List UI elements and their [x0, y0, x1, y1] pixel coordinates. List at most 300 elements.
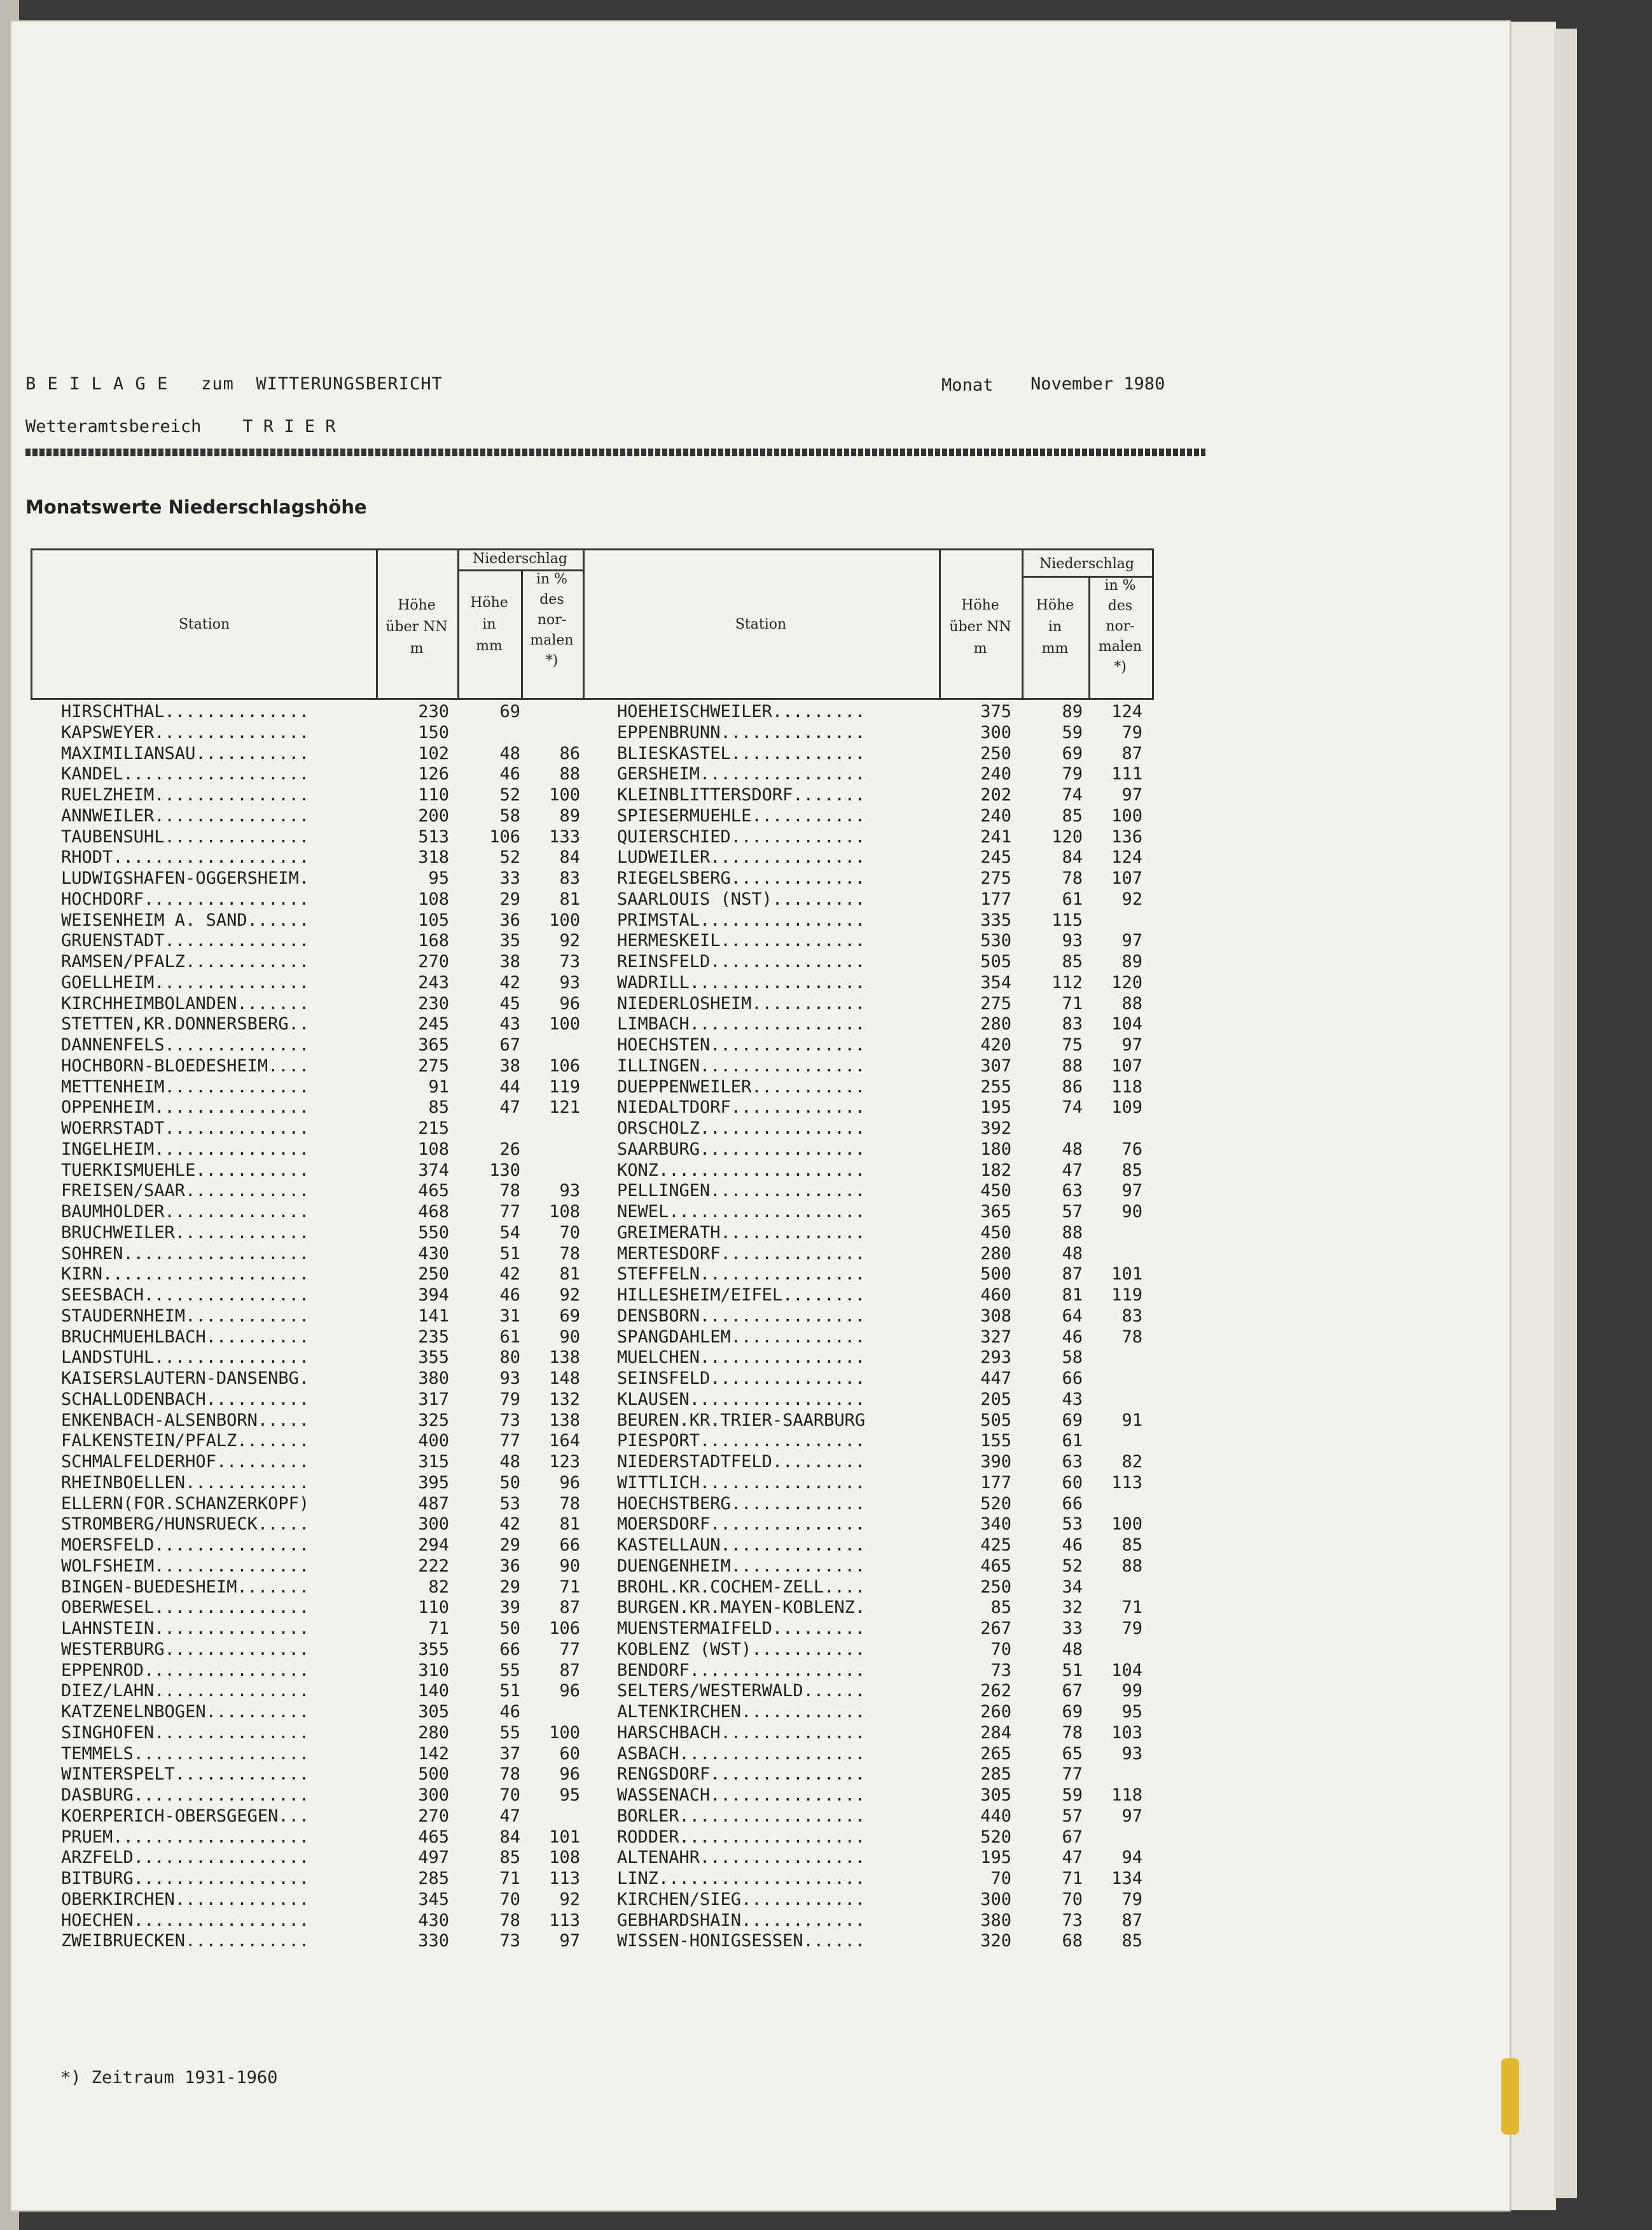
niederschlag-mm: 38	[499, 952, 520, 972]
niederschlag-mm: 58	[1062, 1348, 1083, 1368]
niederschlag-mm: 71	[1062, 993, 1083, 1014]
hoehe-nn: 108	[418, 889, 449, 909]
hoehe-nn: 70	[990, 1639, 1011, 1659]
hoehe-nn: 520	[980, 1493, 1011, 1514]
niederschlag-mm: 87	[1062, 1264, 1083, 1285]
hoehe-nn: 245	[980, 847, 1011, 868]
hoehe-nn: 91	[428, 1077, 449, 1097]
hoehe-nn: 73	[990, 1660, 1011, 1680]
station-name: EPPENROD................	[61, 1660, 310, 1680]
niederschlag-mm: 48	[1062, 1139, 1083, 1159]
niederschlag-mm: 36	[499, 1556, 520, 1576]
niederschlag-header-right: Niederschlag	[1039, 556, 1134, 572]
hoehe-nn: 240	[980, 805, 1011, 826]
hoehe-nn: 255	[980, 1077, 1011, 1097]
niederschlag-pct: 76	[1121, 1139, 1142, 1159]
niederschlag-mm: 71	[1062, 1869, 1083, 1888]
station-name: STETTEN,KR.DONNERSBERG..	[61, 1014, 310, 1035]
niederschlag-mm: 44	[499, 1077, 520, 1097]
table-row	[617, 785, 1151, 806]
niederschlag-pct: 97	[1121, 931, 1142, 951]
hoehe-nn: 390	[980, 1452, 1011, 1472]
station-name: WITTLICH................	[617, 1472, 866, 1493]
station-name: WOLFSHEIM...............	[61, 1556, 310, 1576]
station-name: GEBHARDSHAIN............	[617, 1910, 866, 1930]
station-name: WESTERBURG..............	[61, 1639, 310, 1659]
station-name: BURGEN.KR.MAYEN-KOBLENZ.	[617, 1598, 866, 1618]
niederschlag-pct: 97	[1121, 785, 1142, 805]
niederschlag-pct: 79	[1121, 722, 1142, 742]
niederschlag-mm: 33	[1062, 1619, 1083, 1638]
niederschlag-pct: 119	[1111, 1285, 1142, 1305]
hoehe-nn: 327	[980, 1327, 1011, 1347]
hoehe-nn: 300	[418, 1785, 449, 1805]
station-name: OBERKIRCHEN.............	[61, 1889, 310, 1909]
niederschlag-pct: 66	[559, 1535, 580, 1555]
table-row	[617, 702, 1151, 723]
table-row	[617, 1661, 1151, 1682]
station-name: RIEGELSBERG.............	[617, 868, 866, 888]
hoehe-nn: 440	[980, 1806, 1011, 1826]
station-name: GOELLHEIM...............	[61, 972, 310, 993]
table-row	[617, 1806, 1151, 1827]
station-name: EPPENBRUNN..............	[617, 722, 866, 742]
niederschlag-mm: 78	[499, 1910, 520, 1930]
hoehe-nn: 168	[418, 931, 449, 951]
niederschlag-pct: 104	[1111, 1014, 1142, 1035]
niederschlag-mm: 69	[1062, 1702, 1083, 1722]
niederschlag-mm: 120	[1052, 826, 1083, 847]
niederschlag-pct: 96	[559, 1472, 580, 1493]
niederschlag-pct: 132	[549, 1389, 580, 1409]
niederschlag-pct: 70	[559, 1222, 580, 1243]
table-row	[617, 1764, 1151, 1785]
station-name: WOERRSTADT..............	[61, 1118, 310, 1138]
station-name: ORSCHOLZ................	[617, 1118, 866, 1138]
station-name: OPPENHEIM...............	[61, 1098, 310, 1118]
niederschlag-mm: 68	[1062, 1931, 1083, 1951]
hoehe-nn: 505	[980, 1410, 1011, 1430]
hoehe-nn: 354	[980, 972, 1011, 993]
hoehe-nn: 425	[980, 1535, 1011, 1555]
station-name: KIRCHEN/SIEG............	[617, 1889, 866, 1909]
niederschlag-mm: 52	[499, 785, 520, 805]
table-row	[617, 723, 1151, 744]
station-name: HOECHEN.................	[61, 1910, 310, 1930]
niederschlag-pct: 92	[559, 931, 580, 951]
hoehe-nn: 150	[418, 722, 449, 742]
hoehe-nn: 497	[418, 1848, 449, 1868]
niederschlag-pct: 85	[1121, 1931, 1142, 1951]
table-row	[61, 1744, 595, 1765]
beilage-title: B E I L A G E zum WITTERUNGSBERICHT	[25, 374, 443, 394]
hoehe-nn: 300	[980, 1889, 1011, 1909]
hoehe-nn: 275	[980, 868, 1011, 888]
table-row	[617, 1681, 1151, 1702]
hoehe-nn: 102	[418, 743, 449, 763]
table-row	[61, 744, 595, 765]
niederschlag-pct: 87	[1121, 1910, 1142, 1930]
niederschlag-mm: 59	[1062, 722, 1083, 742]
station-name: NIEDERSTADTFELD.........	[617, 1452, 866, 1472]
niederschlag-pct: 96	[559, 993, 580, 1014]
station-name: DUENGENHEIM.............	[617, 1556, 866, 1576]
table-row	[617, 1931, 1151, 1952]
niederschlag-mm: 52	[1062, 1556, 1083, 1576]
niederschlag-mm: 47	[1062, 1848, 1083, 1868]
niederschlag-pct: 121	[549, 1098, 580, 1118]
hoehe-nn: 110	[418, 1598, 449, 1618]
niederschlag-pct: 71	[559, 1577, 580, 1597]
station-name: OBERWESEL...............	[61, 1598, 310, 1618]
table-row	[61, 1931, 595, 1952]
hoehe-nn: 95	[428, 868, 449, 888]
hoehe-nn: 355	[418, 1348, 449, 1368]
niederschlag-mm: 46	[499, 764, 520, 784]
niederschlag-pct: 107	[1111, 1056, 1142, 1076]
hoehe-nn: 126	[418, 764, 449, 784]
niederschlag-mm: 38	[499, 1056, 520, 1076]
table-row	[61, 1869, 595, 1890]
table-row	[617, 1827, 1151, 1848]
niederschlag-mm: 47	[1062, 1160, 1083, 1180]
niederschlag-mm: 79	[499, 1389, 520, 1409]
hoehe-nn: 465	[418, 1827, 449, 1847]
station-name: LIMBACH.................	[617, 1014, 866, 1035]
niederschlag-pct: 95	[1121, 1702, 1142, 1722]
niederschlag-pct: 97	[1121, 1035, 1142, 1055]
station-name: KOBLENZ (WST)...........	[617, 1639, 866, 1659]
niederschlag-mm: 69	[1062, 743, 1083, 763]
niederschlag-mm: 78	[1062, 1722, 1083, 1743]
niederschlag-pct: 99	[1121, 1681, 1142, 1701]
station-name: PRUEM...................	[61, 1827, 310, 1847]
niederschlag-mm: 58	[499, 805, 520, 826]
table-row	[617, 764, 1151, 785]
niederschlag-pct: 138	[549, 1348, 580, 1368]
table-row	[617, 1390, 1151, 1411]
niederschlag-mm: 59	[1062, 1785, 1083, 1805]
niederschlag-pct: 100	[549, 1722, 580, 1743]
hoehe-nn: 465	[418, 1181, 449, 1201]
station-name: GRUENSTADT..............	[61, 931, 310, 951]
hoehe-nn: 308	[980, 1306, 1011, 1326]
hoehe-nn: 243	[418, 972, 449, 993]
niederschlag-pct: 88	[1121, 993, 1142, 1014]
niederschlag-mm: 46	[1062, 1535, 1083, 1555]
station-name: SINGHOFEN...............	[61, 1722, 310, 1743]
niederschlag-pct: 79	[1121, 1889, 1142, 1909]
table-row	[617, 1598, 1151, 1619]
table-row	[617, 806, 1151, 827]
hoehe-nn-header-right: Höhe über NN m	[949, 597, 1011, 657]
niederschlag-pct: 124	[1111, 847, 1142, 868]
niederschlag-pct: 69	[559, 1306, 580, 1326]
table-row	[61, 1431, 595, 1452]
wetteramtsbereich: Wetteramtsbereich T R I E R	[25, 417, 336, 436]
niederschlag-mm: 55	[499, 1660, 520, 1680]
niederschlag-mm: 80	[499, 1348, 520, 1368]
table-row	[61, 1848, 595, 1869]
hoehe-nn: 447	[980, 1369, 1011, 1388]
hoehe-nn: 380	[418, 1369, 449, 1388]
table-row	[61, 1056, 595, 1077]
niederschlag-mm: 26	[499, 1139, 520, 1159]
table-row	[617, 1431, 1151, 1452]
niederschlag-mm: 84	[1062, 847, 1083, 868]
index-tab[interactable]	[1501, 2058, 1519, 2135]
station-name: BENDORF.................	[617, 1660, 866, 1680]
hoehe-nn: 105	[418, 910, 449, 930]
hoehe-nn: 275	[418, 1056, 449, 1076]
table-row	[617, 1577, 1151, 1598]
table-row	[61, 1661, 595, 1682]
table-row	[617, 1723, 1151, 1744]
table-row	[61, 1348, 595, 1369]
niederschlag-mm: 61	[1062, 1431, 1083, 1451]
niederschlag-pct: 81	[559, 1264, 580, 1285]
hoehe-nn: 513	[418, 826, 449, 847]
table-row	[61, 931, 595, 952]
table-row	[61, 1640, 595, 1661]
hoehe-nn: 85	[990, 1598, 1011, 1618]
niederschlag-mm: 85	[1062, 952, 1083, 972]
table-row	[61, 1577, 595, 1598]
table-row	[61, 1181, 595, 1202]
niederschlag-pct: 93	[559, 1181, 580, 1201]
table-row	[61, 1911, 595, 1932]
niederschlag-mm: 77	[499, 1431, 520, 1451]
hoehe-nn: 315	[418, 1452, 449, 1472]
table-row	[617, 1264, 1151, 1285]
table-row	[617, 827, 1151, 848]
hoehe-nn: 460	[980, 1285, 1011, 1305]
niederschlag-mm: 61	[499, 1327, 520, 1347]
niederschlag-mm: 50	[499, 1472, 520, 1493]
niederschlag-pct: 138	[549, 1410, 580, 1430]
hoehe-nn: 70	[990, 1869, 1011, 1888]
station-name: LUDWEILER...............	[617, 847, 866, 868]
station-name: STEFFELN................	[617, 1264, 866, 1285]
table-row	[61, 1118, 595, 1139]
niederschlag-mm: 67	[1062, 1681, 1083, 1701]
table-row	[617, 1619, 1151, 1640]
station-name: KASTELLAUN..............	[617, 1535, 866, 1555]
niederschlag-pct: 88	[559, 764, 580, 784]
niederschlag-pct: 92	[1121, 889, 1142, 909]
niederschlag-pct: 106	[549, 1619, 580, 1638]
station-name: DANNENFELS..............	[61, 1035, 310, 1055]
table-row	[61, 1598, 595, 1619]
table-row	[61, 994, 595, 1015]
niederschlag-pct: 84	[559, 847, 580, 868]
station-name: HOCHBORN-BLOEDESHEIM....	[61, 1056, 310, 1076]
niederschlag-pct: 95	[559, 1785, 580, 1805]
hoehe-nn: 155	[980, 1431, 1011, 1451]
hoehe-nn: 345	[418, 1889, 449, 1909]
hoehe-nn: 310	[418, 1660, 449, 1680]
station-name: ALTENKIRCHEN............	[617, 1702, 866, 1722]
hoehe-nn: 230	[418, 702, 449, 721]
table-row	[617, 847, 1151, 868]
hoehe-nn: 250	[418, 1264, 449, 1285]
table-row	[617, 1014, 1151, 1035]
niederschlag-mm: 65	[1062, 1743, 1083, 1764]
station-name: BEUREN.KR.TRIER-SAARBURG	[617, 1410, 866, 1430]
hoehe-nn: 82	[428, 1577, 449, 1597]
station-name: RENGSDORF...............	[617, 1764, 866, 1785]
niederschlag-pct: 81	[559, 889, 580, 909]
niederschlag-mm: 42	[499, 972, 520, 993]
station-name: TAUBENSUHL..............	[61, 826, 310, 847]
hoehe-nn: 320	[980, 1931, 1011, 1951]
niederschlag-mm: 67	[1062, 1827, 1083, 1847]
table-row	[61, 1785, 595, 1806]
hoehe-nn: 420	[980, 1035, 1011, 1055]
hoehe-nn: 395	[418, 1472, 449, 1493]
hoehe-nn: 335	[980, 910, 1011, 930]
niederschlag-pct: 100	[1111, 805, 1142, 826]
hoehe-nn: 400	[418, 1431, 449, 1451]
station-name: KLAUSEN.................	[617, 1389, 866, 1409]
station-name: INGELHEIM...............	[61, 1139, 310, 1159]
station-name: SCHALLODENBACH..........	[61, 1389, 310, 1409]
niederschlag-pct: 96	[559, 1764, 580, 1785]
station-name: BLIESKASTEL.............	[617, 743, 866, 763]
hoehe-nn: 141	[418, 1306, 449, 1326]
station-name: WASSENACH...............	[617, 1785, 866, 1805]
hoehe-nn: 241	[980, 826, 1011, 847]
table-row	[617, 1514, 1151, 1535]
niederschlag-pct: 79	[1121, 1619, 1142, 1638]
table-row	[617, 1181, 1151, 1202]
hoehe-nn: 500	[418, 1764, 449, 1785]
niederschlag-pct: 90	[1121, 1202, 1142, 1222]
table-row	[61, 785, 595, 806]
hoehe-nn: 330	[418, 1931, 449, 1951]
station-name: KIRN....................	[61, 1264, 310, 1285]
niederschlag-pct: 111	[1111, 764, 1142, 784]
table-row	[61, 1806, 595, 1827]
niederschlag-mm: 85	[1062, 805, 1083, 826]
niederschlag-mm: 84	[499, 1827, 520, 1847]
niederschlag-mm: 46	[499, 1285, 520, 1305]
table-row	[61, 1202, 595, 1223]
station-name: HOEHEISCHWEILER.........	[617, 702, 866, 721]
station-name: PELLINGEN...............	[617, 1181, 866, 1201]
table-row	[617, 1535, 1151, 1556]
niederschlag-mm: 46	[1062, 1327, 1083, 1347]
table-row	[617, 1785, 1151, 1806]
station-name: LAHNSTEIN...............	[61, 1619, 310, 1638]
hoehe-nn: 280	[980, 1014, 1011, 1035]
pct-normal-header-left: in % des nor- malen *)	[530, 571, 574, 669]
hoehe-nn: 285	[980, 1764, 1011, 1785]
hoehe-nn: 394	[418, 1285, 449, 1305]
station-name: NIEDALTDORF.............	[617, 1098, 866, 1118]
niederschlag-pct: 92	[559, 1889, 580, 1909]
hoehe-nn: 300	[980, 722, 1011, 742]
table-row	[617, 931, 1151, 952]
table-row	[617, 1327, 1151, 1348]
station-name: BORLER..................	[617, 1806, 866, 1826]
table-row	[617, 1744, 1151, 1765]
table-row	[61, 1390, 595, 1411]
section-title: Monatswerte Niederschlagshöhe	[25, 496, 367, 518]
station-name: SELTERS/WESTERWALD......	[617, 1681, 866, 1701]
niederschlag-mm: 73	[499, 1410, 520, 1430]
hoehe-nn: 200	[418, 805, 449, 826]
hoehe-nn: 450	[980, 1222, 1011, 1243]
table-row	[617, 952, 1151, 973]
table-row	[61, 1244, 595, 1265]
niederschlag-mm: 29	[499, 1577, 520, 1597]
station-name: RODDER..................	[617, 1827, 866, 1847]
niederschlag-mm: 70	[499, 1785, 520, 1805]
station-name: MUELCHEN................	[617, 1348, 866, 1368]
hoehe-nn: 468	[418, 1202, 449, 1222]
hoehe-nn: 340	[980, 1514, 1011, 1535]
table-row	[617, 868, 1151, 889]
niederschlag-mm: 89	[1062, 702, 1083, 721]
niederschlag-pct: 87	[559, 1598, 580, 1618]
niederschlag-pct: 71	[1121, 1598, 1142, 1618]
table-row	[61, 827, 595, 848]
table-row	[617, 889, 1151, 910]
niederschlag-mm: 45	[499, 993, 520, 1014]
station-name: WADRILL.................	[617, 972, 866, 993]
niederschlag-mm: 53	[1062, 1514, 1083, 1535]
niederschlag-mm: 75	[1062, 1035, 1083, 1055]
niederschlag-mm: 43	[499, 1014, 520, 1035]
table-row	[617, 1890, 1151, 1911]
niederschlag-mm: 83	[1062, 1014, 1083, 1035]
station-name: KONZ....................	[617, 1160, 866, 1180]
niederschlag-pct: 108	[549, 1202, 580, 1222]
niederschlag-mm: 60	[1062, 1472, 1083, 1493]
niederschlag-mm: 55	[499, 1722, 520, 1743]
niederschlag-mm: 69	[1062, 1410, 1083, 1430]
station-name: MOERSDORF...............	[617, 1514, 866, 1535]
hoehe-nn: 177	[980, 889, 1011, 909]
hoehe-nn-header-left: Höhe über NN m	[385, 597, 448, 657]
hoehe-nn: 530	[980, 931, 1011, 951]
niederschlag-mm: 86	[1062, 1077, 1083, 1097]
station-name: WISSEN-HONIGSESSEN......	[617, 1931, 866, 1951]
niederschlag-mm: 66	[1062, 1493, 1083, 1514]
station-header-left: Station	[178, 617, 230, 632]
station-name: SPIESERMUEHLE...........	[617, 805, 866, 826]
table-row	[61, 1827, 595, 1848]
hoehe-nn: 280	[418, 1722, 449, 1743]
niederschlag-pct: 113	[549, 1869, 580, 1888]
hoehe-mm-header-left: Höhe in mm	[470, 595, 508, 655]
table-row	[61, 702, 595, 723]
niederschlag-pct: 104	[1111, 1660, 1142, 1680]
niederschlag-mm: 50	[499, 1619, 520, 1638]
niederschlag-mm: 54	[499, 1222, 520, 1243]
table-row	[61, 1702, 595, 1723]
station-name: TEMMELS.................	[61, 1743, 310, 1764]
monat-value: November 1980	[1031, 374, 1165, 394]
niederschlag-mm: 48	[1062, 1639, 1083, 1659]
niederschlag-pct: 133	[549, 826, 580, 847]
niederschlag-mm: 36	[499, 910, 520, 930]
niederschlag-mm: 63	[1062, 1452, 1083, 1472]
station-name: BRUCHMUEHLBACH..........	[61, 1327, 310, 1347]
hoehe-nn: 267	[980, 1619, 1011, 1638]
table-row	[61, 952, 595, 973]
